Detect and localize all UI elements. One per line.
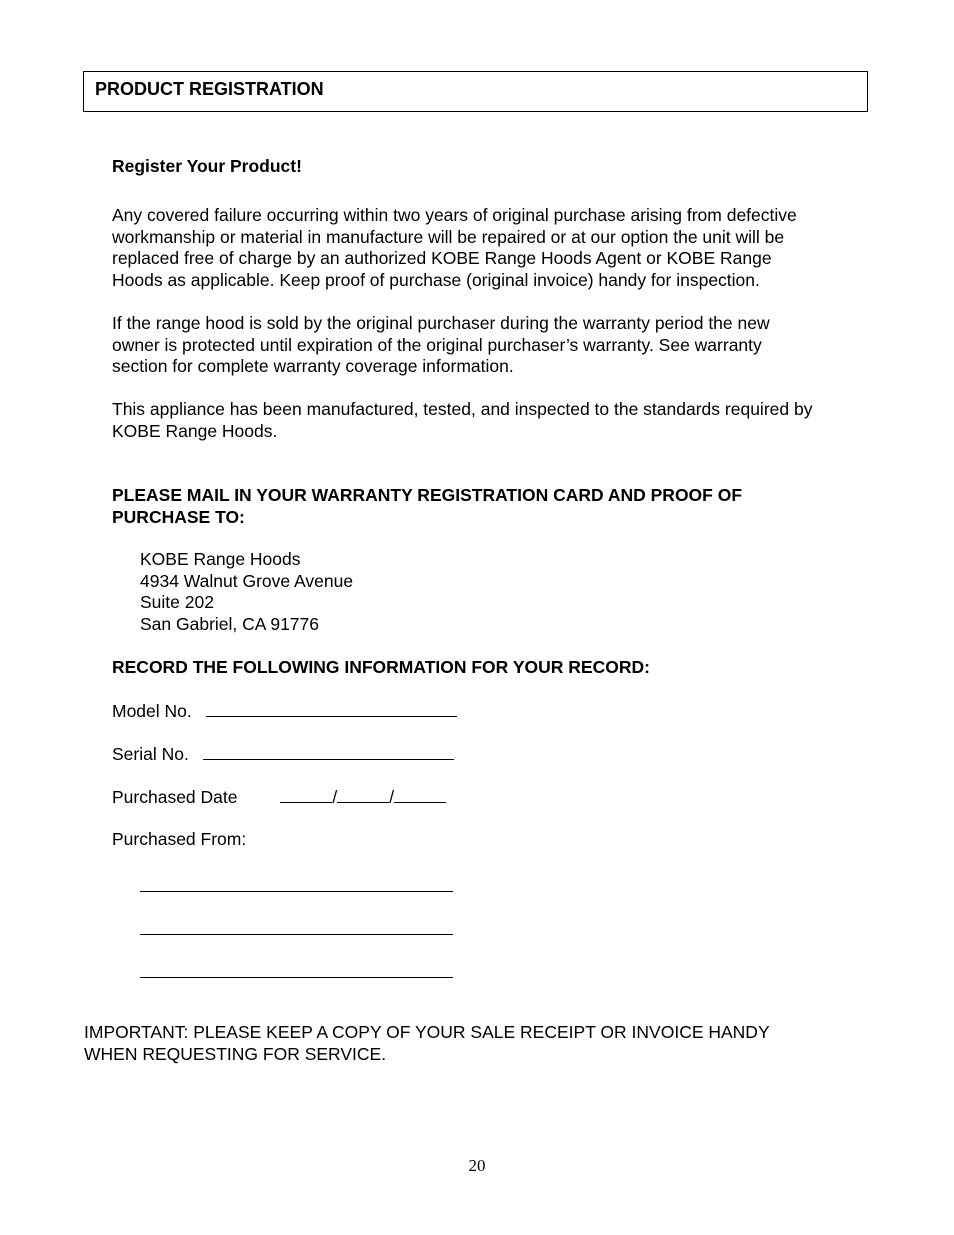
address-line-3: Suite 202 (140, 592, 214, 612)
date-separator: / (389, 787, 395, 807)
address-line-2: 4934 Walnut Grove Avenue (140, 570, 354, 591)
address-line-1: KOBE Range Hoods (140, 549, 301, 569)
warranty-paragraph-1: Any covered failure occurring within two years of original purchase arising from defective workmanship or material in manufacture will be repaired or at our option the unit will be replaced free of charge by an authorized KOBE Range Hoods Agent or KOBE Range Hoods as applicable. Keep proof of purchase (original invoice) handy for inspection. (112, 205, 797, 290)
warranty-paragraph-3: This appliance has been manufactured, tested, and inspected to the standards required by KOBE Range Hoods. (112, 399, 813, 441)
purchased-from-label: Purchased From: (112, 829, 247, 849)
serial-number-row (112, 743, 454, 766)
mail-heading: PLEASE MAIL IN YOUR WARRANTY REGISTRATION CARD AND PROOF OF PURCHASE TO: (112, 485, 743, 527)
purchase-date-month-field[interactable] (280, 786, 332, 803)
serial-number-label: Serial No. (112, 744, 189, 764)
register-heading: Register Your Product! (112, 156, 302, 176)
purchased-from-line-1[interactable] (140, 891, 453, 892)
purchase-date-day-field[interactable] (337, 786, 389, 803)
section-header-box (83, 71, 868, 112)
purchased-from-line-2[interactable] (140, 934, 453, 935)
warranty-paragraph-2: If the range hood is sold by the original purchaser during the warranty period the new owner is protected until expiration of the original purchaser’s warranty. See warranty section for complete warranty coverage information. (112, 313, 770, 376)
purchase-date-label: Purchased Date (112, 787, 238, 807)
serial-number-field[interactable] (203, 743, 454, 760)
model-number-row (112, 700, 457, 723)
mailing-address (140, 549, 353, 635)
purchase-date-year-field[interactable] (394, 786, 446, 803)
record-heading: RECORD THE FOLLOWING INFORMATION FOR YOUR RECORD: (112, 657, 650, 677)
section-title: PRODUCT REGISTRATION (95, 79, 324, 99)
purchase-date-row (112, 786, 446, 809)
page-number: 20 (468, 1156, 486, 1175)
model-number-field[interactable] (206, 700, 457, 717)
purchased-from-line-3[interactable] (140, 977, 453, 978)
date-separator: / (332, 787, 338, 807)
important-notice: IMPORTANT: PLEASE KEEP A COPY OF YOUR SALE RECEIPT OR INVOICE HANDY WHEN REQUESTING FOR SERVICE. (84, 1022, 770, 1064)
address-line-4: San Gabriel, CA 91776 (140, 613, 320, 634)
model-number-label: Model No. (112, 701, 192, 721)
